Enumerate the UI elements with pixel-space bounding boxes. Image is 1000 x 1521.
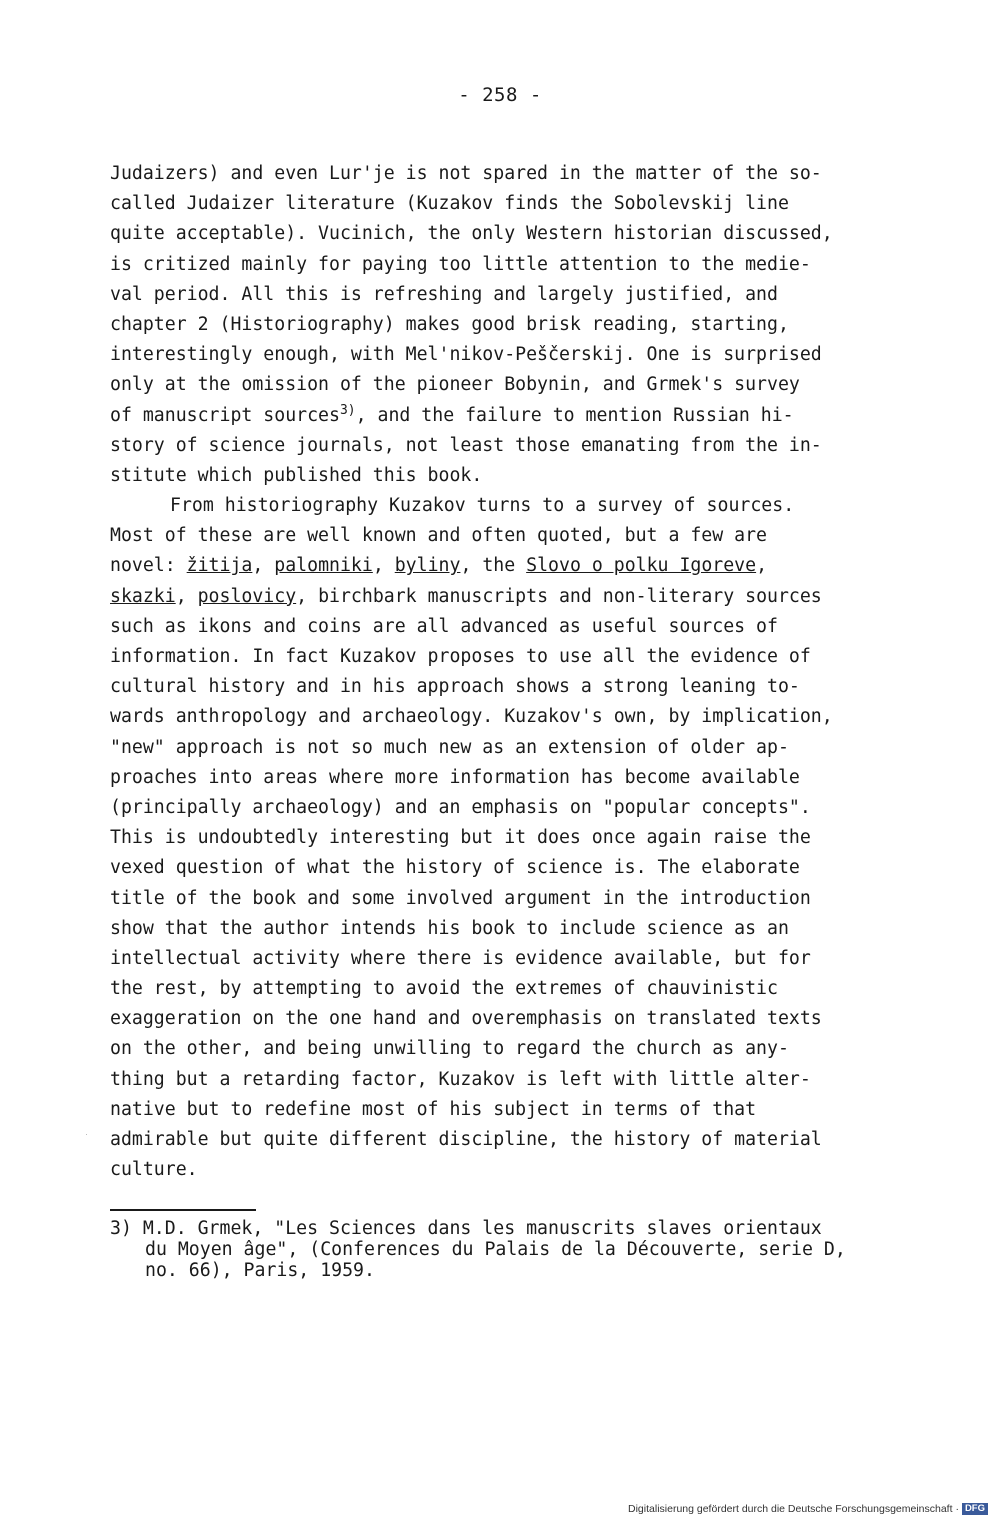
text-line: such as ikons and coins are all advanced as useful sources of xyxy=(110,615,778,637)
footnote-line: du Moyen âge", (Conferences du Palais de la Découverte, serie D, xyxy=(145,1239,846,1260)
margin-mark xyxy=(86,1134,87,1135)
text-line: stitute which published this book. xyxy=(110,464,483,486)
text-line: quite acceptable). Vucinich, the only Western historian discussed, xyxy=(110,223,833,245)
text-line: interestingly enough, with Mel'nikov-Peščerskij. One is surprised xyxy=(110,344,822,366)
text-line: val period. All this is refreshing and largely justified, and xyxy=(110,283,778,305)
body-text xyxy=(110,159,910,1185)
text-line: native but to redefine most of his subject in terms of that xyxy=(110,1098,757,1120)
text-line xyxy=(110,551,910,581)
text-fragment: , xyxy=(252,555,275,577)
page-number: - 258 - xyxy=(458,84,542,106)
credit-text: Digitalisierung gefördert durch die Deutsche Forschungsgemeinschaft · xyxy=(628,1503,959,1515)
text-fragment: , birchbark manuscripts and non-literary sources xyxy=(296,585,822,607)
underlined-term: žitija xyxy=(186,555,253,577)
footnote xyxy=(110,1218,930,1281)
footnote-line: 3) M.D. Grmek, "Les Sciences dans les manuscrits slaves orientaux xyxy=(110,1218,822,1239)
text-line: From historiography Kuzakov turns to a survey of sources. xyxy=(170,495,795,517)
text-line: is critized mainly for paying too little attention to the medie- xyxy=(110,253,811,275)
text-line: exaggeration on the one hand and overemphasis on translated texts xyxy=(110,1008,822,1030)
text-line: Judaizers) and even Lur'je is not spared in the matter of the so- xyxy=(110,163,822,184)
text-line: intellectual activity where there is evidence available, but for xyxy=(110,947,811,969)
footnote-reference: 3) xyxy=(339,402,356,418)
text-line: information. In fact Kuzakov proposes to use all the evidence of xyxy=(110,646,811,667)
text-line: wards anthropology and archaeology. Kuzakov's own, by implication, xyxy=(110,706,833,728)
underlined-term: poslovicy xyxy=(197,585,297,607)
text-fragment: , xyxy=(175,585,198,607)
text-line: on the other, and being unwilling to regard the church as any- xyxy=(110,1038,789,1060)
text-line xyxy=(110,582,910,612)
text-fragment: , xyxy=(372,555,395,577)
text-line: (principally archaeology) and an emphasis on "popular concepts". xyxy=(110,796,811,818)
text-line: show that the author intends his book to include science as an xyxy=(110,917,789,939)
text-line: "new" approach is not so much new as an extension of older ap- xyxy=(110,736,789,758)
text-line: cultural history and in his approach shows a strong leaning to- xyxy=(110,676,800,698)
footnote-divider xyxy=(110,1209,256,1211)
dfg-logo-icon: DFG xyxy=(962,1503,988,1515)
text-fragment: , xyxy=(756,555,768,577)
text-fragment: of manuscript sources xyxy=(110,404,340,426)
text-line: title of the book and some involved argument in the introduction xyxy=(110,887,811,909)
text-line: only at the omission of the pioneer Bobynin, and Grmek's survey xyxy=(110,374,800,396)
underlined-term: Slovo o polku Igoreve xyxy=(526,555,757,577)
digitization-credit xyxy=(628,1503,988,1515)
footnote-line: no. 66), Paris, 1959. xyxy=(145,1260,375,1281)
text-line: This is undoubtedly interesting but it does once again raise the xyxy=(110,827,811,849)
text-line: story of science journals, not least those emanating from the in- xyxy=(110,434,822,456)
underlined-term: byliny xyxy=(394,555,461,577)
text-line: called Judaizer literature (Kuzakov finds the Sobolevskij line xyxy=(110,193,789,215)
text-fragment: , the xyxy=(460,555,527,577)
underlined-term: skazki xyxy=(110,585,176,607)
text-line: thing but a retarding factor, Kuzakov is left with little alter- xyxy=(110,1068,811,1090)
text-line: chapter 2 (Historiography) makes good brisk reading, starting, xyxy=(110,313,789,335)
underlined-term: palomniki xyxy=(274,555,373,577)
text-line xyxy=(110,401,910,431)
text-line: the rest, by attempting to avoid the extremes of chauvinistic xyxy=(110,978,778,1000)
text-line: culture. xyxy=(110,1159,198,1181)
text-line: Most of these are well known and often quoted, but a few are xyxy=(110,525,767,547)
text-fragment: novel: xyxy=(110,555,187,577)
text-fragment: , and the failure to mention Russian hi- xyxy=(355,404,794,426)
text-line: admirable but quite different discipline, the history of material xyxy=(110,1129,822,1150)
text-line: proaches into areas where more information has become available xyxy=(110,766,800,788)
text-line: vexed question of what the history of science is. The elaborate xyxy=(110,857,800,879)
